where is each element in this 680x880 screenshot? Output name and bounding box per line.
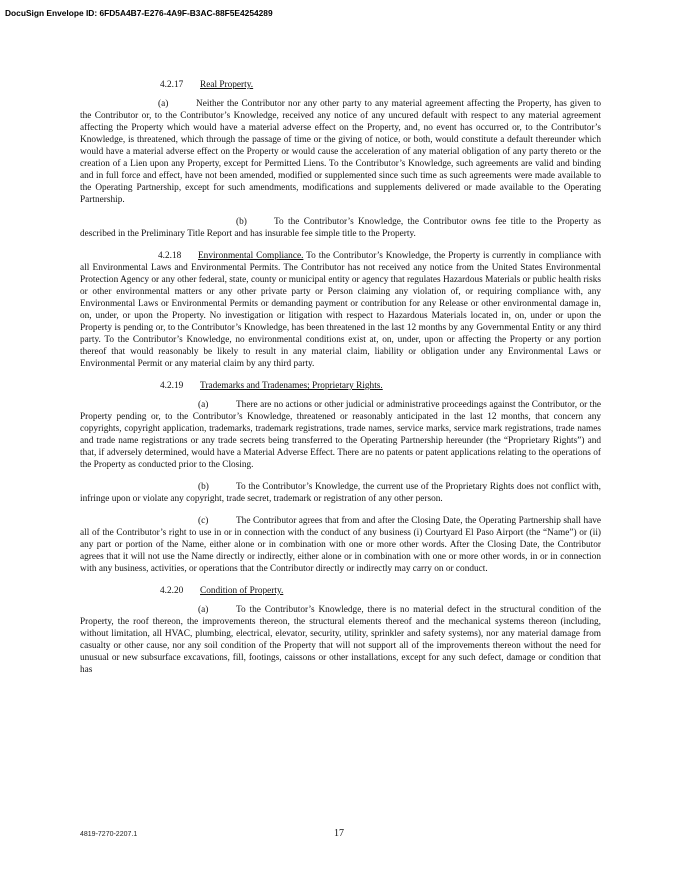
subsection-marker: (c) <box>198 516 209 526</box>
subsection-marker: (a) <box>158 99 169 109</box>
paragraph-4-2-19-c <box>80 515 601 575</box>
paragraph-text: There are no actions or other judicial or administrative proceedings against the Contributor, or the Property pending or, to the Contributor’s Knowledge, threatened or reasonably anticipated in the last 12 months, that concern any copyrights, copyright application, trademarks, trademark registrations, trade names, service marks, service mark registrations, trade names and trade name registrations or any trade secrets being transferred to the Operating Partnership hereunder (the “Proprietary Rights”) and that, if adversely determined, would have a Material Adverse Effect. There are no patents or patent applications relating to the operations of the Property as conducted prior to the Closing. <box>80 400 601 470</box>
section-number: 4.2.20 <box>160 586 184 596</box>
paragraph-4-2-17-b <box>80 216 601 240</box>
paragraph-4-2-17-a <box>80 98 601 206</box>
section-number: 4.2.19 <box>160 381 184 391</box>
paragraph-4-2-20-a <box>80 604 601 676</box>
paragraph-4-2-18 <box>80 250 601 370</box>
paragraph-text: To the Contributor’s Knowledge, the Contributor owns fee title to the Property as described in the Preliminary Title Report and has insurable fee simple title to the Property. <box>80 217 601 239</box>
subsection-marker: (b) <box>198 482 209 492</box>
section-number: 4.2.18 <box>158 251 182 261</box>
paragraph-text: Neither the Contributor nor any other party to any material agreement affecting the Property, has given to the Contributor or, to the Contributor’s Knowledge, received any notice of any uncured default with respect to any material agreement affecting the Property which would have a material adverse effect on the Property, and, no event has occurred or, to the Contributor’s Knowledge, is threatened, which through the passage of time or the giving of notice, or both, would constitute a default thereunder which would have a material adverse effect on the Property or would cause the acceleration of any material obligation of any party thereto or the creation of a Lien upon any Property, except for Permitted Liens. To the Contributor’s Knowledge, such agreements are valid and binding and in full force and effect, have not been amended, modified or supplemented since such time as such agreements were made available to the Operating Partnership, except for such amendments, modifications and supplements delivered or made available to the Operating Partnership. <box>80 99 601 205</box>
section-title: Real Property. <box>200 80 254 90</box>
section-number: 4.2.17 <box>160 80 184 90</box>
paragraph-text: To the Contributor’s Knowledge, there is no material defect in the structural condition of the Property, the roof thereon, the improvements thereon, the structural elements thereof and the mechanical systems thereon (including, without limitation, all HVAC, plumbing, electrical, elevator, security, utility, sprinkler and safety systems), nor any material damage from casualty or other cause, nor any soil condition of the Property that will not support all of the improvements thereon without the need for unusual or new subsurface excavations, fill, footings, caissons or other installations, except for any such defect, damage or condition that has <box>80 605 601 675</box>
paragraph-text: The Contributor agrees that from and after the Closing Date, the Operating Partnership shall have all of the Contributor’s right to use in or in connection with the conduct of any business (i) Courtyard El Paso Airport (the “Name”) or (ii) any part or portion of the Name, either alone or in combination with one or more other words. After the Closing Date, the Contributor agrees that it will not use the Name directly or indirectly, either alone or in combination with one or more other words, in or in connection with any business, activities, or operations that the Contributor directly or indirectly may carry on or conduct. <box>80 516 601 574</box>
page-number: 17 <box>334 828 344 839</box>
subsection-marker: (a) <box>198 400 209 410</box>
subsection-marker: (b) <box>236 217 247 227</box>
section-title: Condition of Property. <box>200 586 284 596</box>
section-heading-4-2-17 <box>80 79 601 91</box>
paragraph-4-2-19-a <box>80 399 601 471</box>
document-body <box>80 79 601 686</box>
docusign-envelope-id: DocuSign Envelope ID: 6FD5A4B7-E276-4A9F-B3AC-88F5E4254289 <box>5 8 273 18</box>
subsection-marker: (a) <box>198 605 209 615</box>
section-heading-4-2-19 <box>80 380 601 392</box>
paragraph-text: To the Contributor’s Knowledge, the Property is currently in compliance with all Environmental Laws and Environmental Permits. The Contributor has not received any notice from the United States Environmental Protection Agency or any other federal, state, county or municipal entity or agency that regulates Hazardous Materials or public health risks or other environmental matters or any other private party or Person claiming any violation of, or requiring compliance with, any Environmental Laws or Environmental Permits or demanding payment or contribution for any Release or other environmental damage in, on, under, or upon the Property. No investigation or litigation with respect to Hazardous Materials located in, on, under or upon the Property is pending or, to the Contributor’s Knowledge, has been threatened in the last 12 months by any Governmental Entity or any third party. To the Contributor’s Knowledge, no environmental conditions exist at, on, under, upon or affecting the Property or any portion thereof that would reasonably be likely to result in any material claim, liability or obligation under any Environmental Laws or Environmental Permit or any material claim by any third party. <box>80 251 601 369</box>
paragraph-4-2-19-b <box>80 481 601 505</box>
section-heading-4-2-20 <box>80 585 601 597</box>
document-id-footer: 4819-7270-2207.1 <box>80 831 138 838</box>
section-title: Trademarks and Tradenames; Proprietary Rights. <box>200 381 383 391</box>
section-title: Environmental Compliance. <box>198 251 304 261</box>
paragraph-text: To the Contributor’s Knowledge, the current use of the Proprietary Rights does not conflict with, infringe upon or violate any copyright, trade secret, trademark or registration of any other person. <box>80 482 601 504</box>
